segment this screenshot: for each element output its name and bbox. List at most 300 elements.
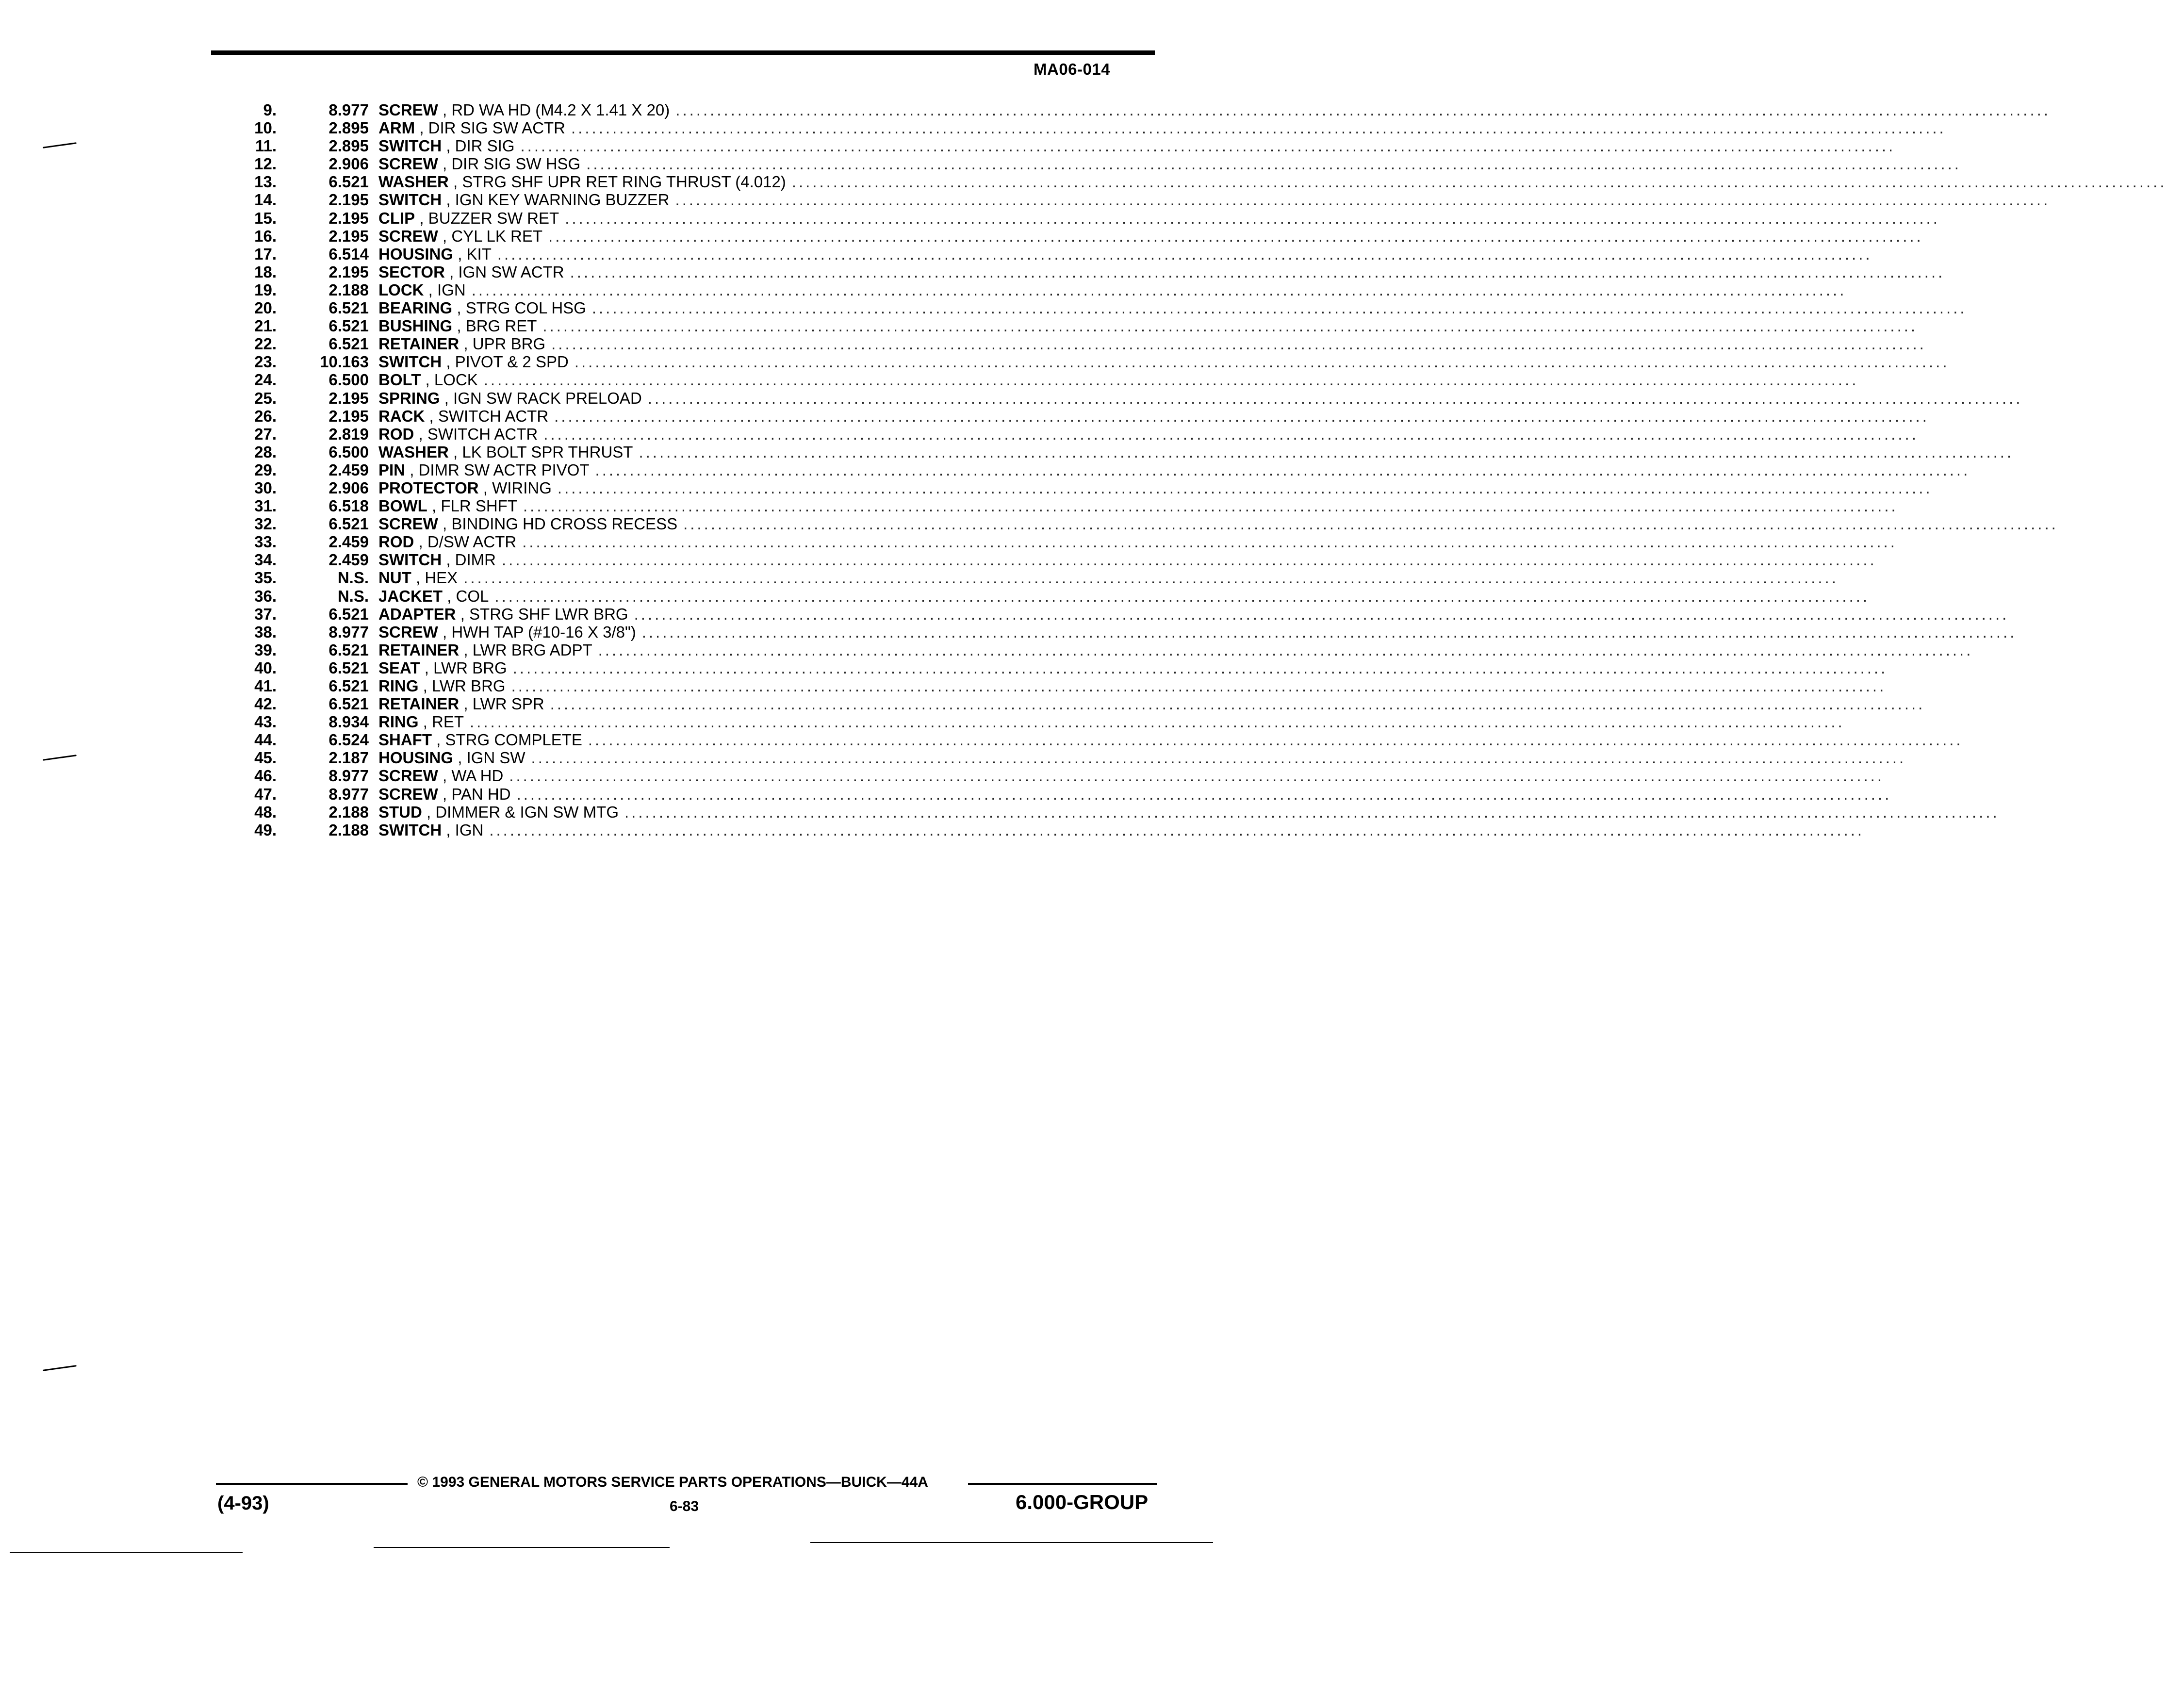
leader-dots: ........................................................................................................................................................................................................: [647, 389, 2023, 407]
leader-dots: ........................................................................................................................................................................................................: [523, 497, 1898, 515]
header-rule: [211, 50, 1155, 55]
revision-date: (4-93): [217, 1493, 269, 1514]
part-name: ROD: [378, 425, 414, 443]
leader-dots: ........................................................................................................................................................................................................: [542, 317, 1918, 335]
part-description: [378, 155, 1961, 173]
part-number: 41.: [254, 677, 277, 695]
part-name: SWITCH: [378, 551, 442, 569]
part-number: 48.: [254, 803, 277, 821]
part-description: [378, 515, 2058, 533]
part-number: 44.: [254, 731, 277, 749]
leader-dots: ........................................................................................................................................................................................................: [471, 280, 1847, 299]
part-number: 36.: [254, 587, 277, 605]
group-number: 8.977: [328, 623, 369, 641]
part-qualifier: , IGN SW RACK PRELOAD: [444, 389, 642, 407]
group-number: 6.524: [328, 731, 369, 749]
part-description: [378, 497, 1898, 515]
part-number: 25.: [254, 389, 277, 407]
footer-rule-left: [216, 1483, 408, 1485]
part-description: [378, 425, 1919, 443]
part-row: [213, 569, 1839, 587]
part-qualifier: , LWR SPR: [463, 695, 544, 713]
part-number: 35.: [254, 569, 277, 587]
group-number: 2.195: [328, 227, 369, 245]
part-qualifier: , BRG RET: [457, 317, 537, 335]
group-number: N.S.: [337, 587, 369, 605]
part-description: [378, 443, 2014, 461]
part-row: [213, 191, 2051, 209]
part-description: [378, 713, 1845, 731]
group-number: 8.934: [328, 713, 369, 731]
part-number: 30.: [254, 478, 277, 497]
part-row: [213, 785, 1892, 803]
part-name: SWITCH: [378, 821, 442, 839]
scan-edge-line: [374, 1547, 670, 1548]
part-row: [213, 245, 1872, 263]
part-name: RETAINER: [378, 640, 460, 659]
part-qualifier: , DIMMER & IGN SW MTG: [427, 803, 619, 821]
part-row: [213, 137, 1896, 155]
part-name: STUD: [378, 803, 422, 821]
part-row: [213, 389, 2023, 407]
part-name: SCREW: [378, 767, 438, 785]
leader-dots: ........................................................................................................................................................................................................: [588, 731, 1963, 749]
leader-dots: ........................................................................................................................................................................................................: [675, 191, 2051, 209]
group-label: 6.000-GROUP: [1016, 1491, 1149, 1513]
part-row: [213, 353, 1950, 371]
part-number: 20.: [254, 299, 277, 317]
leader-dots: ........................................................................................................................................................................................................: [489, 821, 1865, 839]
part-row: [213, 658, 1888, 677]
part-name: SWITCH: [378, 137, 442, 155]
part-description: [378, 803, 2000, 821]
leader-dots: ........................................................................................................................................................................................................: [634, 605, 2009, 623]
part-name: SCREW: [378, 101, 438, 119]
part-number: 11.: [255, 137, 277, 155]
group-number: 2.187: [328, 749, 369, 767]
part-row: [213, 335, 1926, 353]
leader-dots: ........................................................................................................................................................................................................: [675, 101, 2051, 119]
part-description: [378, 209, 1940, 227]
part-qualifier: , SWITCH ACTR: [429, 407, 549, 425]
group-number: 6.521: [328, 677, 369, 695]
part-row: [213, 173, 2167, 191]
part-description: [378, 389, 2023, 407]
part-name: SCREW: [378, 623, 438, 641]
part-row: [213, 317, 1918, 335]
part-qualifier: , STRG COL HSG: [457, 299, 586, 317]
group-number: 2.906: [328, 478, 369, 497]
part-qualifier: , HWH TAP (#10-16 X 3/8"): [443, 623, 636, 641]
part-description: [378, 227, 1923, 245]
leader-dots: ........................................................................................................................................................................................................: [522, 533, 1897, 551]
part-name: RETAINER: [378, 695, 460, 713]
leader-dots: ........................................................................................................................................................................................................: [463, 569, 1839, 587]
part-row: [213, 497, 1898, 515]
leader-dots: ........................................................................................................................................................................................................: [574, 353, 1950, 371]
part-qualifier: , IGN SW ACTR: [449, 263, 564, 281]
part-row: [213, 695, 1925, 713]
part-name: SCREW: [378, 155, 438, 173]
part-description: [378, 785, 1892, 803]
group-number: 6.521: [328, 173, 369, 191]
part-name: RING: [378, 713, 419, 731]
leader-dots: ........................................................................................................................................................................................................: [531, 749, 1906, 767]
part-row: [213, 731, 1963, 749]
part-number: 32.: [254, 515, 277, 533]
part-qualifier: , PIVOT & 2 SPD: [446, 353, 569, 371]
part-number: 40.: [254, 658, 277, 677]
part-description: [378, 335, 1926, 353]
part-row: [213, 443, 2014, 461]
leader-dots: ........................................................................................................................................................................................................: [570, 263, 1945, 281]
part-name: SCREW: [378, 785, 438, 803]
leader-dots: ........................................................................................................................................................................................................: [511, 677, 1887, 695]
part-name: SCREW: [378, 515, 438, 533]
part-number: 28.: [254, 443, 277, 461]
part-qualifier: , UPR BRG: [463, 335, 546, 353]
document-code: MA06-014: [1034, 60, 1111, 78]
group-number: 2.195: [328, 407, 369, 425]
part-qualifier: , IGN KEY WARNING BUZZER: [446, 191, 670, 209]
part-name: RETAINER: [378, 335, 460, 353]
part-row: [213, 407, 1929, 425]
part-number: 22.: [254, 335, 277, 353]
part-description: [378, 640, 1973, 659]
part-row: [213, 803, 2000, 821]
part-number: 47.: [254, 785, 277, 803]
part-description: [378, 605, 2009, 623]
part-qualifier: , PAN HD: [443, 785, 511, 803]
part-row: [213, 227, 1923, 245]
part-description: [378, 551, 1877, 569]
footer-rule-right: [968, 1483, 1157, 1485]
part-number: 9.: [263, 101, 277, 119]
leader-dots: ........................................................................................................................................................................................................: [502, 551, 1877, 569]
scan-edge-line: [10, 1552, 243, 1553]
group-number: 6.521: [328, 317, 369, 335]
part-name: HOUSING: [378, 245, 454, 263]
part-row: [213, 101, 2051, 119]
part-qualifier: , LK BOLT SPR THRUST: [453, 443, 633, 461]
part-qualifier: , HEX: [416, 569, 458, 587]
leader-dots: ........................................................................................................................................................................................................: [791, 173, 2167, 191]
part-number: 12.: [254, 155, 277, 173]
scan-edge-line: [810, 1542, 1213, 1543]
group-number: 8.977: [328, 767, 369, 785]
leader-dots: ........................................................................................................................................................................................................: [554, 407, 1929, 425]
part-number: 15.: [254, 209, 277, 227]
leader-dots: ........................................................................................................................................................................................................: [551, 335, 1926, 353]
part-qualifier: , STRG SHF LWR BRG: [460, 605, 628, 623]
part-description: [378, 821, 1865, 839]
part-description: [378, 317, 1918, 335]
part-qualifier: , DIMR SW ACTR PIVOT: [410, 460, 590, 479]
leader-dots: ........................................................................................................................................................................................................: [543, 425, 1919, 443]
part-number: 49.: [254, 821, 277, 839]
part-number: 18.: [254, 263, 277, 281]
leader-dots: ........................................................................................................................................................................................................: [520, 137, 1896, 155]
part-qualifier: , LOCK: [425, 371, 478, 389]
group-number: 6.521: [328, 515, 369, 533]
group-number: 8.977: [328, 785, 369, 803]
part-name: RACK: [378, 407, 425, 425]
leader-dots: ........................................................................................................................................................................................................: [509, 767, 1884, 785]
part-qualifier: , SWITCH ACTR: [418, 425, 538, 443]
part-qualifier: , STRG COMPLETE: [436, 731, 582, 749]
group-number: 2.188: [328, 803, 369, 821]
part-description: [378, 173, 2167, 191]
leader-dots: ........................................................................................................................................................................................................: [470, 713, 1845, 731]
leader-dots: ........................................................................................................................................................................................................: [683, 515, 2058, 533]
group-number: 2.459: [328, 460, 369, 479]
part-description: [378, 299, 1967, 317]
part-description: [378, 695, 1925, 713]
part-number: 33.: [254, 533, 277, 551]
leader-dots: ........................................................................................................................................................................................................: [571, 119, 1946, 137]
part-number: 10.: [254, 119, 277, 137]
group-number: 2.895: [328, 137, 369, 155]
part-qualifier: , RD WA HD (M4.2 X 1.41 X 20): [443, 101, 670, 119]
part-row: [213, 713, 1845, 731]
part-name: SCREW: [378, 227, 438, 245]
leader-dots: ........................................................................................................................................................................................................: [565, 209, 1940, 227]
part-row: [213, 749, 1906, 767]
group-number: 6.518: [328, 497, 369, 515]
part-number: 45.: [254, 749, 277, 767]
group-number: 2.195: [328, 263, 369, 281]
group-number: 6.514: [328, 245, 369, 263]
leader-dots: ........................................................................................................................................................................................................: [497, 245, 1872, 263]
part-qualifier: , BINDING HD CROSS RECESS: [443, 515, 678, 533]
group-number: 6.521: [328, 299, 369, 317]
part-row: [213, 263, 1945, 281]
binder-mark-middle: [43, 755, 77, 761]
part-qualifier: , IGN: [446, 821, 484, 839]
part-description: [378, 137, 1896, 155]
part-qualifier: , CYL LK RET: [443, 227, 543, 245]
parts-list: [213, 101, 2167, 839]
part-row: [213, 155, 1961, 173]
part-name: CLIP: [378, 209, 415, 227]
part-description: [378, 569, 1839, 587]
part-description: [378, 533, 1897, 551]
part-row: [213, 533, 1897, 551]
group-number: 2.195: [328, 191, 369, 209]
part-qualifier: , DIR SIG SW ACTR: [419, 119, 566, 137]
binder-mark-bottom: [43, 1365, 77, 1371]
part-qualifier: , DIR SIG: [446, 137, 515, 155]
part-description: [378, 460, 1970, 479]
part-number: 37.: [254, 605, 277, 623]
leader-dots: ........................................................................................................................................................................................................: [586, 155, 1961, 173]
part-number: 39.: [254, 640, 277, 659]
part-description: [378, 191, 2051, 209]
part-row: [213, 605, 2009, 623]
part-name: BEARING: [378, 299, 453, 317]
leader-dots: ........................................................................................................................................................................................................: [639, 443, 2014, 461]
part-description: [378, 119, 1946, 137]
part-name: SECTOR: [378, 263, 445, 281]
part-number: 24.: [254, 371, 277, 389]
leader-dots: ........................................................................................................................................................................................................: [550, 695, 1925, 713]
part-number: 27.: [254, 425, 277, 443]
part-qualifier: , KIT: [458, 245, 492, 263]
part-name: BUSHING: [378, 317, 453, 335]
group-number: 6.521: [328, 335, 369, 353]
part-qualifier: , LWR BRG: [423, 677, 506, 695]
part-number: 31.: [254, 497, 277, 515]
group-number: 2.819: [328, 425, 369, 443]
part-name: SWITCH: [378, 353, 442, 371]
part-name: RING: [378, 677, 419, 695]
leader-dots: ........................................................................................................................................................................................................: [483, 371, 1859, 389]
part-name: BOWL: [378, 497, 427, 515]
part-qualifier: , BUZZER SW RET: [419, 209, 559, 227]
part-name: WASHER: [378, 173, 449, 191]
part-description: [378, 407, 1929, 425]
part-qualifier: , LWR BRG ADPT: [463, 640, 592, 659]
leader-dots: ........................................................................................................................................................................................................: [624, 803, 2000, 821]
page-number: 6-83: [670, 1498, 699, 1514]
leader-dots: ........................................................................................................................................................................................................: [557, 478, 1933, 497]
part-row: [213, 515, 2058, 533]
part-qualifier: , DIMR: [446, 551, 496, 569]
leader-dots: ........................................................................................................................................................................................................: [595, 460, 1970, 479]
group-number: 6.521: [328, 605, 369, 623]
part-number: 43.: [254, 713, 277, 731]
part-number: 13.: [254, 173, 277, 191]
part-name: SHAFT: [378, 731, 432, 749]
group-number: 2.188: [328, 280, 369, 299]
copyright-line: © 1993 GENERAL MOTORS SERVICE PARTS OPERATIONS—BUICK—44A: [417, 1474, 928, 1490]
part-name: WASHER: [378, 443, 449, 461]
part-name: ARM: [378, 119, 415, 137]
part-name: PROTECTOR: [378, 478, 479, 497]
group-number: 8.977: [328, 101, 369, 119]
part-description: [378, 101, 2051, 119]
part-number: 34.: [254, 551, 277, 569]
group-number: 2.459: [328, 533, 369, 551]
group-number: 2.906: [328, 155, 369, 173]
part-qualifier: , STRG SHF UPR RET RING THRUST (4.012): [453, 173, 786, 191]
part-qualifier: , COL: [447, 587, 489, 605]
part-row: [213, 640, 1973, 659]
part-number: 14.: [254, 191, 277, 209]
part-qualifier: , LWR BRG: [424, 658, 507, 677]
part-number: 16.: [254, 227, 277, 245]
part-number: 38.: [254, 623, 277, 641]
part-description: [378, 371, 1859, 389]
part-qualifier: , IGN SW: [458, 749, 525, 767]
part-row: [213, 551, 1877, 569]
leader-dots: ........................................................................................................................................................................................................: [512, 658, 1888, 677]
part-number: 17.: [254, 245, 277, 263]
part-name: JACKET: [378, 587, 443, 605]
part-name: BOLT: [378, 371, 421, 389]
leader-dots: ........................................................................................................................................................................................................: [548, 227, 1923, 245]
part-row: [213, 299, 1967, 317]
group-number: 2.188: [328, 821, 369, 839]
part-number: 42.: [254, 695, 277, 713]
part-number: 23.: [254, 353, 277, 371]
group-number: 6.521: [328, 695, 369, 713]
part-row: [213, 767, 1884, 785]
group-number: N.S.: [337, 569, 369, 587]
part-row: [213, 821, 1865, 839]
part-name: SEAT: [378, 658, 420, 677]
leader-dots: ........................................................................................................................................................................................................: [516, 785, 1892, 803]
part-qualifier: , RET: [423, 713, 464, 731]
leader-dots: ........................................................................................................................................................................................................: [641, 623, 2017, 641]
part-number: 21.: [254, 317, 277, 335]
group-number: 2.195: [328, 209, 369, 227]
part-description: [378, 677, 1887, 695]
part-description: [378, 749, 1906, 767]
part-description: [378, 658, 1888, 677]
part-row: [213, 587, 1870, 605]
group-number: 2.459: [328, 551, 369, 569]
binder-mark-top: [43, 142, 77, 148]
part-name: ADAPTER: [378, 605, 456, 623]
part-number: 46.: [254, 767, 277, 785]
part-description: [378, 478, 1933, 497]
part-description: [378, 280, 1847, 299]
part-description: [378, 245, 1872, 263]
group-number: 10.163: [320, 353, 369, 371]
part-name: HOUSING: [378, 749, 454, 767]
part-name: PIN: [378, 460, 406, 479]
part-qualifier: , WA HD: [443, 767, 504, 785]
part-description: [378, 587, 1870, 605]
group-number: 2.195: [328, 389, 369, 407]
part-qualifier: , DIR SIG SW HSG: [443, 155, 581, 173]
part-row: [213, 371, 1859, 389]
part-row: [213, 677, 1887, 695]
leader-dots: ........................................................................................................................................................................................................: [494, 587, 1870, 605]
part-description: [378, 623, 2017, 641]
part-number: 26.: [254, 407, 277, 425]
part-description: [378, 767, 1884, 785]
part-qualifier: , WIRING: [483, 478, 552, 497]
part-description: [378, 731, 1963, 749]
part-number: 29.: [254, 460, 277, 479]
group-number: 6.500: [328, 371, 369, 389]
group-number: 2.895: [328, 119, 369, 137]
part-name: ROD: [378, 533, 414, 551]
part-name: LOCK: [378, 280, 424, 299]
part-row: [213, 623, 2017, 641]
part-row: [213, 425, 1919, 443]
part-row: [213, 119, 1946, 137]
part-number: 19.: [254, 280, 277, 299]
part-description: [378, 353, 1950, 371]
part-row: [213, 280, 1847, 299]
group-number: 6.521: [328, 640, 369, 659]
group-number: 6.500: [328, 443, 369, 461]
part-qualifier: , IGN: [428, 280, 466, 299]
part-qualifier: , FLR SHFT: [431, 497, 517, 515]
part-description: [378, 263, 1945, 281]
part-row: [213, 209, 1940, 227]
part-name: NUT: [378, 569, 411, 587]
part-name: SWITCH: [378, 191, 442, 209]
part-row: [213, 460, 1970, 479]
group-number: 6.521: [328, 658, 369, 677]
part-row: [213, 478, 1933, 497]
part-name: SPRING: [378, 389, 440, 407]
part-qualifier: , D/SW ACTR: [418, 533, 517, 551]
